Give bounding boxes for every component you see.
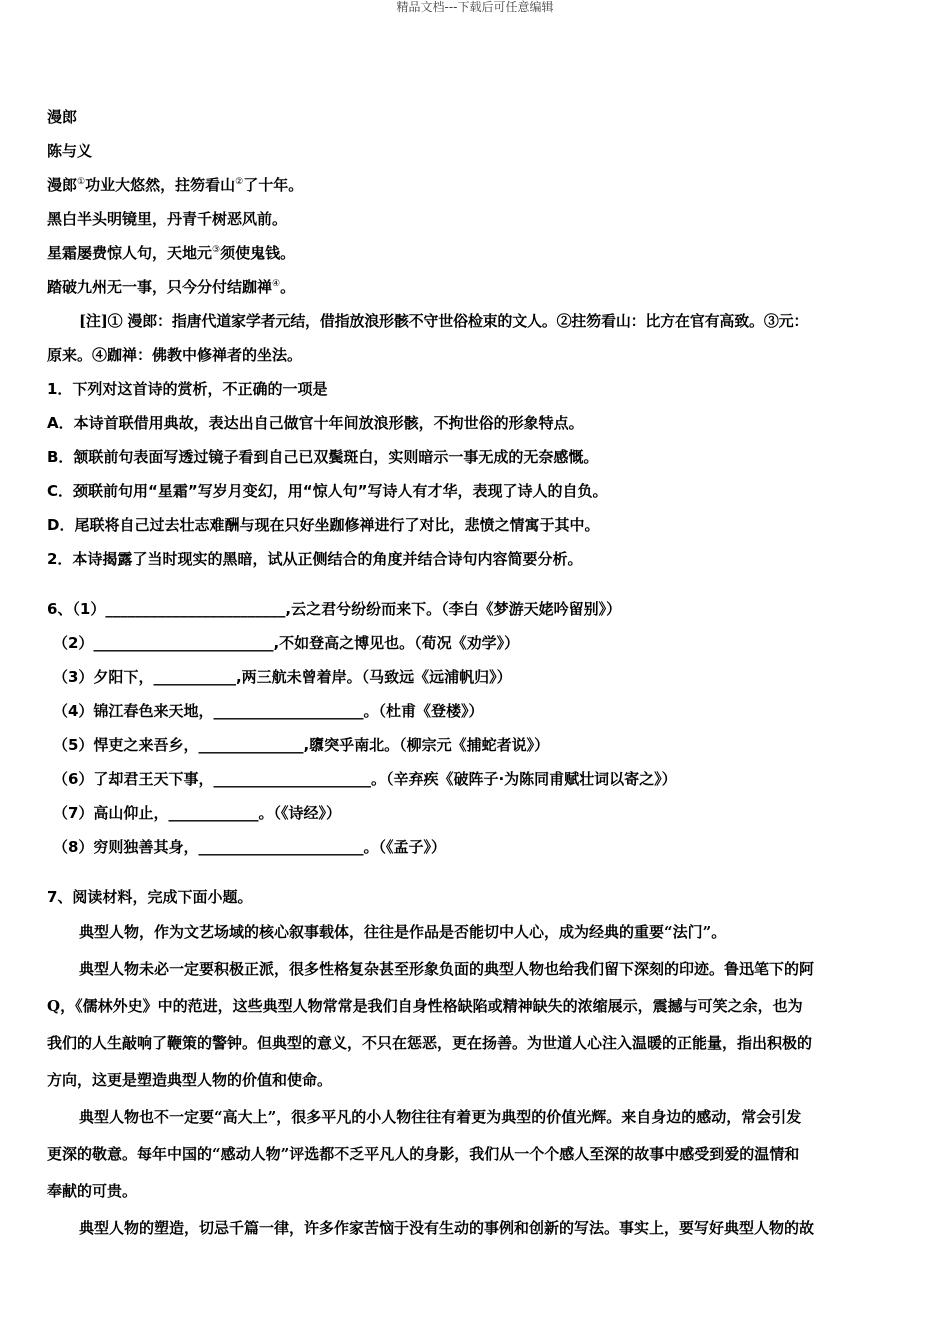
option-c: C．颈联前句用“星霜”写岁月变幻，用“惊人句”写诗人有才华，表现了诗人的自负。 [47,482,608,500]
q7-paragraph-2: 典型人物未必一定要积极正派，很多性格复杂甚至形象负面的典型人物也给我们留下深刻的印迹。鲁迅笔下的阿 Q，《儒林外史》中的范进，这些典型人物常常是我们自身性格缺陷或精神缺失的浓缩展示，震撼与可笑之余，也为 我们的人生敲响了鞭策的警钟。但典型的意义，不只在惩恶，更在扬善。为世道人心注入温暖的正能量，指出积极的 方向，这更是塑造典型人物的价值和使命。 [47,960,815,1089]
q6-item-4: （4）锦江春色来天地，____________________。（杜甫《登楼》） [53,702,484,720]
answer-blank[interactable]: ______________________ [198,838,364,856]
question-1: 1．下列对这首诗的赏析，不正确的一项是 [47,380,328,398]
q6-item-7: （7）高山仰止，____________。（《诗经》） [53,804,341,822]
poem-line-1: 漫郎①功业大悠然，拄笏看山②了十年。 [47,176,304,194]
option-d: D．尾联将自己过去壮志难酬与现在只好坐跏修禅进行了对比，悲愤之情寓于其中。 [47,516,600,534]
answer-blank[interactable]: ____________________ [213,702,364,720]
q6-item-3: （3）夕阳下，___________,两三航未曾着岸。（马致远《远浦帆归》） [53,668,512,686]
answer-blank[interactable]: _____________________ [213,770,371,788]
page-header: 精品文档---下载后可任意编辑 [396,0,554,14]
q6-item-5: （5）悍吏之来吾乡，______________,隳突乎南北。（柳宗元《捕蛇者说》） [53,736,550,754]
option-a: A．本诗首联借用典故，表达出自己做官十年间放浪形骸，不拘世俗的形象特点。 [47,414,584,432]
answer-blank[interactable]: ______________ [198,736,304,754]
q6-item-2: （2）________________________,不如登高之博见也。（荀况《劝学》） [53,634,520,652]
q7-paragraph-1: 典型人物，作为文艺场域的核心叙事载体，往往是作品是否能切中人心，成为经典的重要“法门”。 [79,923,727,941]
q6-item-6: （6）了却君王天下事，_____________________。（辛弃疾《破阵子·为陈同甫赋壮词以寄之》） [53,770,677,788]
answer-blank[interactable]: ___________ [153,668,236,686]
poem-note-line-1: [注]① 漫郎：指唐代道家学者元结，借指放浪形骸不守世俗检束的文人。②拄笏看山：比方在官有高致。③元： [79,312,809,330]
footnote-marker: ③ [212,245,221,255]
poem-line-2: 黑白半头明镜里，丹青千树恶风前。 [47,210,288,228]
answer-blank[interactable]: ____________ [168,804,259,822]
poem-author: 陈与义 [47,142,93,160]
q7-paragraph-4: 典型人物的塑造，切忌千篇一律，许多作家苦恼于没有生动的事例和创新的写法。事实上，要写好典型人物的故 [79,1219,815,1237]
poem-note-line-2: 原来。④跏禅：佛教中修禅者的坐法。 [47,346,303,364]
footnote-marker: ② [235,177,244,187]
question-2: 2．本诗揭露了当时现实的黑暗，试从正侧结合的角度并结合诗句内容简要分析。 [47,550,583,568]
poem-line-4: 踏破九州无一事，只今分付结跏禅④。 [47,278,296,296]
poem-line-3: 星霜屡费惊人句，天地元③须使鬼钱。 [47,244,296,262]
footnote-marker: ① [77,177,86,187]
q7-paragraph-3: 典型人物也不一定要“高大上”，很多平凡的小人物往往有着更为典型的价值光辉。来自身边的感动，常会引发 更深的敬意。每年中国的“感动人物”评选都不乏平凡人的身影，我们从一个个感人至深的故事中感受到爱的温情和 奉献的可贵。 [47,1108,802,1200]
footnote-marker: ④ [272,279,281,289]
document-body [47,100,903,1247]
q6-item-8: （8）穷则独善其身，______________________。（《孟子》） [53,838,446,856]
q7-heading: 7、阅读材料，完成下面小题。 [47,888,253,906]
option-b: B．颔联前句表面写透过镜子看到自己已双鬓斑白，实则暗示一事无成的无奈感慨。 [47,448,599,466]
poem-title: 漫郎 [47,108,78,126]
answer-blank[interactable]: ________________________ [93,634,274,652]
answer-blank[interactable]: ________________________ [105,600,286,618]
q6-item-1: 6、（1）________________________,云之君兮纷纷而来下。（李白《梦游天姥吟留别》） [47,600,622,618]
